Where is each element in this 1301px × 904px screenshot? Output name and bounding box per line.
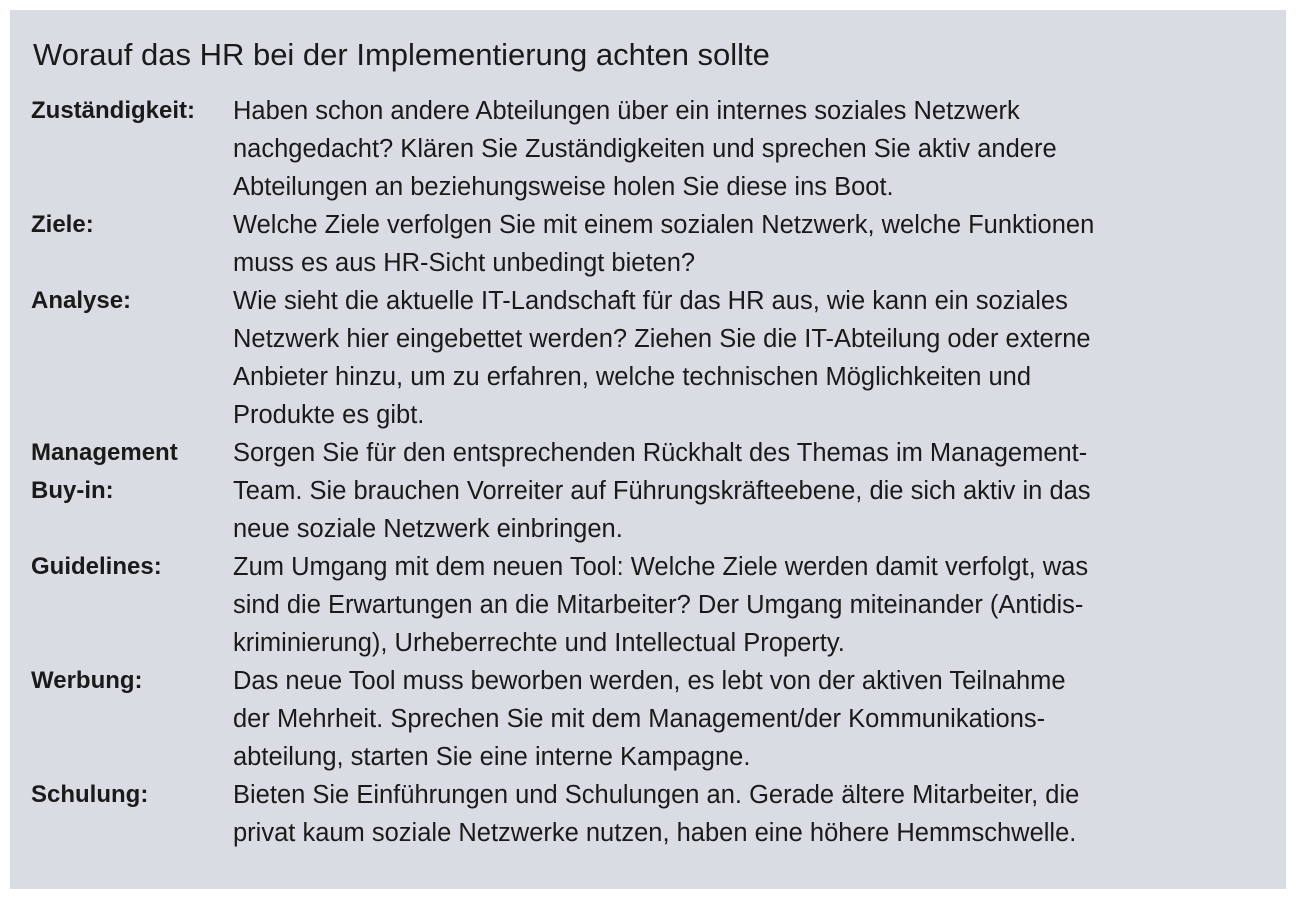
definition-term: Analyse: xyxy=(31,287,132,314)
definition-text: Bieten Sie Einführungen und Schulungen an. Gerade ältere Mitarbeiter, die privat kaum soziale Netzwerke nutzen, haben eine höhere Hemmschwelle. xyxy=(233,781,1080,847)
info-box xyxy=(10,10,1286,889)
definition-term: Werbung: xyxy=(31,667,143,694)
definition-term: Guidelines: xyxy=(31,553,162,580)
definition-text: Das neue Tool muss beworben werden, es lebt von der aktiven Teilnahme der Mehrheit. Sprechen Sie mit dem Management/der Kommunikations- abteilung, starten Sie eine interne Kampagne. xyxy=(233,667,1066,771)
definition-term: Ziele: xyxy=(31,211,94,238)
definition-text: Welche Ziele verfolgen Sie mit einem sozialen Netzwerk, welche Funktionen muss es aus HR-Sicht unbedingt bieten? xyxy=(233,211,1095,277)
definition-text: Haben schon andere Abteilungen über ein internes soziales Netzwerk nachgedacht? Klären Sie Zuständigkeiten und sprechen Sie aktiv andere Abteilungen an beziehungsweise holen Sie diese ins Boot. xyxy=(233,97,1057,201)
definition-text: Sorgen Sie für den entsprechenden Rückhalt des Themas im Management- Team. Sie brauchen Vorreiter auf Führungskräfteebene, die sich aktiv in das neue soziale Netzwerk einbringen. xyxy=(233,439,1091,543)
box-title: Worauf das HR bei der Implementierung achten sollte xyxy=(33,37,770,72)
definition-term: Zuständigkeit: xyxy=(31,97,196,124)
definition-text: Zum Umgang mit dem neuen Tool: Welche Ziele werden damit verfolgt, was sind die Erwartungen an die Mitarbeiter? Der Umgang miteinander (Antidis- kriminierung), Urheberrechte und Intellectual Property. xyxy=(233,553,1089,657)
definition-text: Wie sieht die aktuelle IT-Landschaft für das HR aus, wie kann ein soziales Netzwerk hier eingebettet werden? Ziehen Sie die IT-Abteilung oder externe Anbieter hinzu, um zu erfahren, welche technischen Möglichkeiten und Produkte es gibt. xyxy=(233,287,1091,429)
definition-term: Schulung: xyxy=(31,781,149,808)
definition-term: Management Buy-in: xyxy=(31,439,178,504)
